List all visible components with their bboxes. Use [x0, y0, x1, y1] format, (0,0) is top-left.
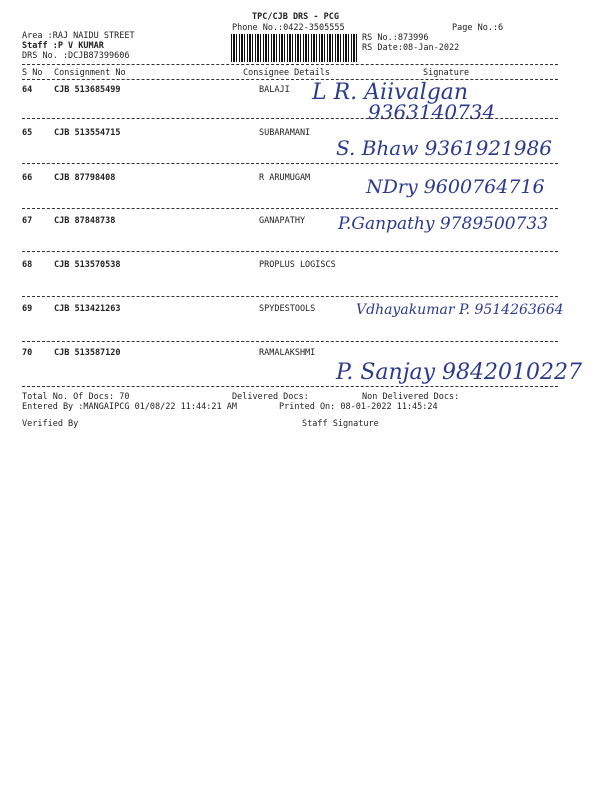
- divider: [22, 386, 558, 387]
- rs-number: RS No.:873996: [362, 33, 429, 43]
- divider: [22, 79, 558, 80]
- total-docs: Total No. Of Docs: 70: [22, 392, 130, 402]
- staff-label: Staff :P V KUMAR: [22, 41, 104, 51]
- area-label: Area :RAJ NAIDU STREET: [22, 31, 135, 41]
- row-consignment: CJB 513685499: [54, 85, 121, 95]
- divider: [22, 208, 558, 209]
- row-consignee: SPYDESTOOLS: [259, 304, 316, 314]
- row-consignee: PROPLUS LOGISCS: [259, 260, 336, 270]
- col-consignee: Consignee Details: [243, 68, 330, 78]
- document-title: TPC/CJB DRS - PCG: [252, 12, 339, 22]
- barcode: [231, 34, 359, 62]
- printed-on: Printed On: 08-01-2022 11:45:24: [279, 402, 438, 412]
- row-sno: 64: [22, 85, 33, 95]
- row-consignment: CJB 87848738: [54, 216, 116, 226]
- verified-by: Verified By: [22, 419, 79, 429]
- handwritten-signature: Vdhayakumar P. 9514263664: [356, 302, 564, 318]
- row-sno: 68: [22, 260, 33, 270]
- staff-signature-label: Staff Signature: [302, 419, 379, 429]
- row-consignee: GANAPATHY: [259, 216, 306, 226]
- divider: [22, 163, 558, 164]
- row-consignment: CJB 513554715: [54, 128, 121, 138]
- row-consignment: CJB 513421263: [54, 304, 121, 314]
- col-consignment: Consignment No: [54, 68, 126, 78]
- col-signature: Signature: [423, 68, 470, 78]
- handwritten-signature: NDry 9600764716: [366, 176, 545, 198]
- row-sno: 70: [22, 348, 33, 358]
- phone-number: Phone No.:0422-3505555: [232, 23, 345, 33]
- rs-date: RS Date:08-Jan-2022: [362, 43, 460, 53]
- handwritten-signature: L R. Aiivalgan: [312, 80, 469, 105]
- non-delivered-docs: Non Delivered Docs:: [362, 392, 460, 402]
- row-sno: 65: [22, 128, 33, 138]
- handwritten-phone: 9363140734: [368, 100, 496, 124]
- handwritten-signature: P. Sanjay 9842010227: [336, 360, 583, 385]
- row-consignment: CJB 513587120: [54, 348, 121, 358]
- divider: [22, 341, 558, 342]
- delivered-docs: Delivered Docs:: [232, 392, 309, 402]
- divider: [22, 251, 558, 252]
- handwritten-signature: P.Ganpathy 9789500733: [338, 214, 549, 234]
- col-sno: S No: [22, 68, 43, 78]
- row-consignment: CJB 513570538: [54, 260, 121, 270]
- page-number: Page No.:6: [452, 23, 504, 33]
- divider: [22, 296, 558, 297]
- handwritten-signature: S. Bhaw 9361921986: [336, 136, 552, 160]
- row-consignee: R ARUMUGAM: [259, 173, 311, 183]
- drs-number: DRS No. :DCJB87399606: [22, 51, 130, 61]
- row-sno: 69: [22, 304, 33, 314]
- row-consignee: BALAJI: [259, 85, 290, 95]
- row-consignee: RAMALAKSHMI: [259, 348, 316, 358]
- row-sno: 66: [22, 173, 33, 183]
- row-consignee: SUBARAMANI: [259, 128, 311, 138]
- entered-by: Entered By :MANGAIPCG 01/08/22 11:44:21 AM: [22, 402, 237, 412]
- divider: [22, 64, 558, 65]
- row-consignment: CJB 87798408: [54, 173, 116, 183]
- row-sno: 67: [22, 216, 33, 226]
- divider: [22, 118, 558, 119]
